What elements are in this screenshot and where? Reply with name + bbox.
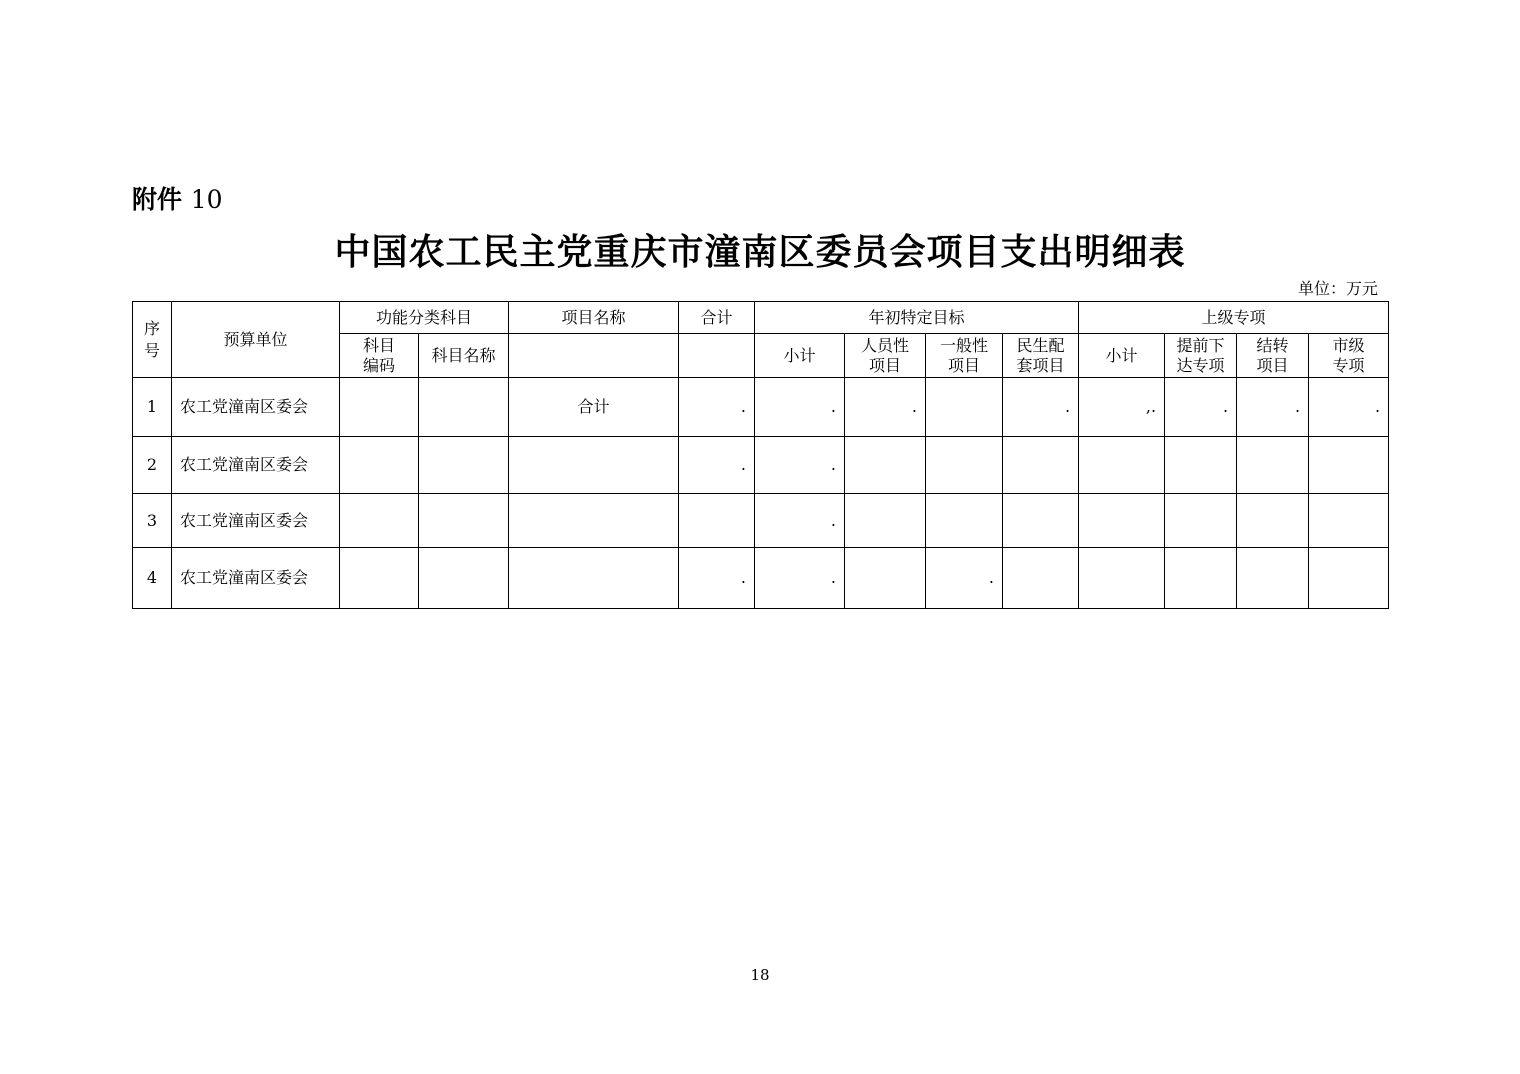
unit-note: 单位：万元 bbox=[1297, 279, 1378, 298]
row-subject bbox=[419, 494, 509, 548]
header-personnel-project: 人员性项目 bbox=[845, 334, 926, 378]
header-carryover-project: 结转项目 bbox=[1237, 334, 1309, 378]
row-annual-subtotal: . bbox=[755, 378, 845, 437]
header-livelihood-project: 民生配套项目 bbox=[1003, 334, 1079, 378]
row-carryover bbox=[1237, 548, 1309, 609]
header-project-name-blank bbox=[509, 334, 679, 378]
row-advance bbox=[1165, 494, 1237, 548]
row-subject bbox=[419, 548, 509, 609]
row-city bbox=[1309, 437, 1389, 494]
row-personnel: . bbox=[845, 378, 926, 437]
row-project: 合计 bbox=[509, 378, 679, 437]
row-subject bbox=[419, 378, 509, 437]
header-func-category: 功能分类科目 bbox=[340, 302, 509, 334]
row-seq: 2 bbox=[133, 437, 172, 494]
header-annual-subtotal: 小计 bbox=[755, 334, 845, 378]
row-superior-subtotal bbox=[1079, 494, 1165, 548]
row-superior-subtotal bbox=[1079, 437, 1165, 494]
header-seq: 序号 bbox=[133, 302, 172, 378]
attachment-number: 10 bbox=[190, 185, 223, 214]
row-city: . bbox=[1309, 378, 1389, 437]
row-code bbox=[340, 378, 419, 437]
row-seq: 3 bbox=[133, 494, 172, 548]
row-code bbox=[340, 548, 419, 609]
row-livelihood bbox=[1003, 494, 1079, 548]
document-title: 中国农工民主党重庆市潼南区委员会项目支出明细表 bbox=[334, 231, 1186, 273]
row-unit: 农工党潼南区委会 bbox=[172, 378, 340, 437]
row-superior-subtotal: ,. bbox=[1079, 378, 1165, 437]
header-subject-name: 科目名称 bbox=[419, 334, 509, 378]
table-row bbox=[133, 548, 1389, 609]
header-total: 合计 bbox=[679, 302, 755, 334]
header-superior-subtotal: 小计 bbox=[1079, 334, 1165, 378]
row-city bbox=[1309, 548, 1389, 609]
row-carryover bbox=[1237, 494, 1309, 548]
header-unit-name: 预算单位 bbox=[172, 302, 340, 378]
budget-table bbox=[132, 301, 1389, 609]
header-superior-special: 上级专项 bbox=[1079, 302, 1389, 334]
row-project bbox=[509, 494, 679, 548]
table-row bbox=[133, 378, 1389, 437]
row-general bbox=[926, 437, 1003, 494]
row-superior-subtotal bbox=[1079, 548, 1165, 609]
header-advance-special: 提前下达专项 bbox=[1165, 334, 1237, 378]
row-livelihood bbox=[1003, 437, 1079, 494]
row-advance bbox=[1165, 437, 1237, 494]
attachment-label bbox=[132, 180, 223, 216]
table-row bbox=[133, 494, 1389, 548]
row-general bbox=[926, 378, 1003, 437]
row-total: . bbox=[679, 378, 755, 437]
row-livelihood: . bbox=[1003, 378, 1079, 437]
row-seq: 4 bbox=[133, 548, 172, 609]
row-project bbox=[509, 437, 679, 494]
row-code bbox=[340, 437, 419, 494]
row-seq: 1 bbox=[133, 378, 172, 437]
row-unit: 农工党潼南区委会 bbox=[172, 548, 340, 609]
row-subject bbox=[419, 437, 509, 494]
row-general bbox=[926, 494, 1003, 548]
row-advance: . bbox=[1165, 378, 1237, 437]
row-general: . bbox=[926, 548, 1003, 609]
row-personnel bbox=[845, 437, 926, 494]
header-total-blank bbox=[679, 334, 755, 378]
header-row-1 bbox=[133, 302, 1389, 334]
header-general-project: 一般性项目 bbox=[926, 334, 1003, 378]
header-subject-code: 科目编码 bbox=[340, 334, 419, 378]
row-personnel bbox=[845, 494, 926, 548]
header-city-special: 市级专项 bbox=[1309, 334, 1389, 378]
row-project bbox=[509, 548, 679, 609]
row-carryover bbox=[1237, 437, 1309, 494]
row-livelihood bbox=[1003, 548, 1079, 609]
row-annual-subtotal: . bbox=[755, 494, 845, 548]
row-annual-subtotal: . bbox=[755, 437, 845, 494]
row-total bbox=[679, 494, 755, 548]
row-unit: 农工党潼南区委会 bbox=[172, 437, 340, 494]
page-number: 18 bbox=[750, 966, 770, 984]
row-personnel bbox=[845, 548, 926, 609]
row-code bbox=[340, 494, 419, 548]
header-annual-target: 年初特定目标 bbox=[755, 302, 1079, 334]
header-project-name: 项目名称 bbox=[509, 302, 679, 334]
row-unit: 农工党潼南区委会 bbox=[172, 494, 340, 548]
table-row bbox=[133, 437, 1389, 494]
row-total: . bbox=[679, 548, 755, 609]
row-carryover: . bbox=[1237, 378, 1309, 437]
row-advance bbox=[1165, 548, 1237, 609]
row-city bbox=[1309, 494, 1389, 548]
row-annual-subtotal: . bbox=[755, 548, 845, 609]
row-total: . bbox=[679, 437, 755, 494]
attachment-text: 附件 bbox=[132, 185, 183, 214]
